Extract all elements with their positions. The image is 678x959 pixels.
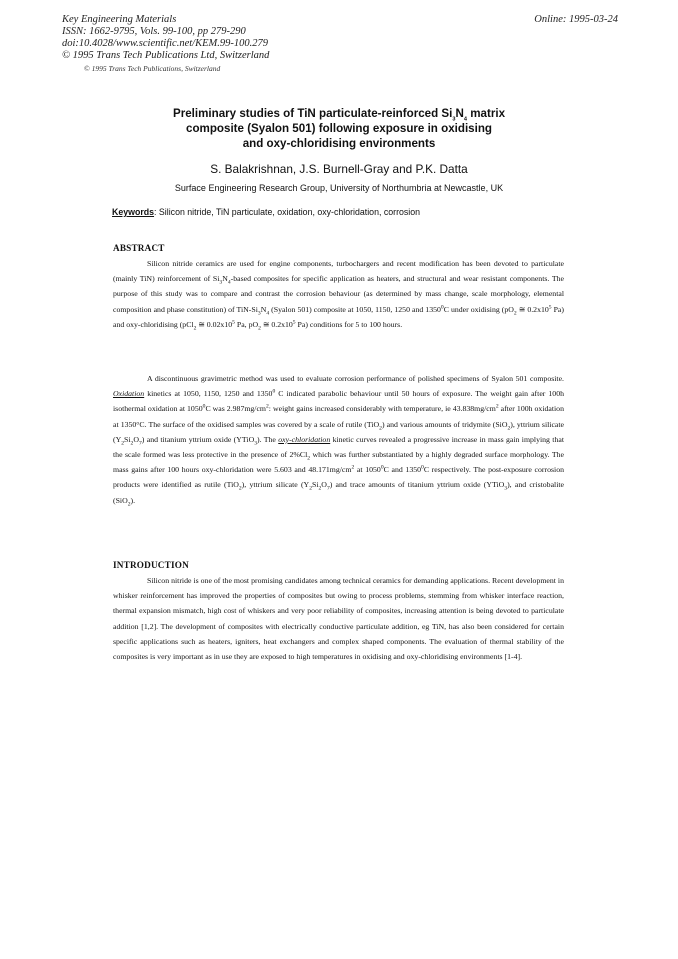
copyright-line: © 1995 Trans Tech Publications Ltd, Switzerland (62, 50, 270, 61)
affiliation: Surface Engineering Research Group, University of Northumbria at Newcastle, UK (174, 183, 504, 193)
publisher-copyright: © 1995 Trans Tech Publications, Switzerland (84, 64, 221, 73)
online-date: Online: 1995-03-24 (534, 14, 618, 25)
keywords (112, 207, 420, 217)
doi-line: doi:10.4028/www.scientific.net/KEM.99-100.279 (62, 38, 268, 49)
journal-name: Key Engineering Materials (62, 14, 177, 25)
abstract-paragraph-1: Silicon nitride ceramics are used for engine components, turbochargers and recent modification has been devoted to particulate (mainly TiN) reinforcement of $Si_3N_4$-based composites for specific application as heaters, and structural and wear resistant components. The purpose of this study was to compare and contrast the corrosion behaviour (as determined by mass change, scale morphology, elemental composition and phase constitution) of TiN-$Si_3N_4$ (Syalon 501) composite at 1050, 1150, 1250 and 1350$^0$C under oxidising ($pO_2$ ≅ $0.2x10^5$ Pa) and oxy-chloridising (pCl$_2$ ≅ $0.02x10^5$ Pa, $pO_2$ ≅ $0.2x10^5$ Pa) conditions for 5 to 100 hours. (113, 259, 564, 332)
issn-line: ISSN: 1662-9795, Vols. 99-100, pp 279-290 (62, 26, 246, 37)
abstract-paragraph-2: A discontinuous gravimetric method was used to evaluate corrosion performance of polished specimens of Syalon 501 composite. Oxidation kinetics at 1050, 1150, 1250 and 1350$^0$ C indicated parabolic behaviour until 50 hours of exposure. The weight gain after 100h isothermal oxidation at 1050$^0$C was $2.987mg/cm^2$: weight gains increased considerably with temperature, ie $43.838mg/cm^2$ after 100h oxidation at 1350°C. The surface of the oxidised samples was covered by a scale of rutile (TiO$_2$) and various amounts of tridymite (SiO$_2$), yttrium silicate $(Y_2Si_2O_7)$ and titanium yttrium oxide (YTiO$_3$). The oxy-chloridation kinetic curves revealed a progressive increase in mass gain implying that the scale formed was less protective in the presence of $2\%Cl_2$ which was further substantiated by a highly degraded surface morphology. The mass gains after 100 hours oxy-chloridation were 5.603 and $48.171mg/cm^2$ at 1050$^0$C and 1350$^0$C respectively. The post-exposure corrosion products were identified as rutile (TiO$_2$), yttrium silicate $(Y_2Si_2O_7)$ and trace amounts of titanium yttrium oxide (YTiO$_3$), and cristobalite (SiO$_2$). (113, 374, 565, 508)
journal-metadata (62, 14, 269, 62)
introduction-paragraph: Silicon nitride is one of the most promising candidates among technical ceramics for demanding applications. Recent development in whisker reinforcement has improved the properties of composites but owing to process problems, stemming from whisker interface reaction, thermal expansion mismatch, high cost of whiskers and very poor reliability of composites, increasing attention is being devoted to particulate addition [1,2]. The development of composites with electrically conductive particulate addition, eg TiN, has also been considered for certain specific applications such as heaters, igniters, heat exchangers and complex shaped components. The evaluation of thermal stability of the composites is very important as in use they are exposed to high temperatures in oxidising and oxy-chloridising environments [1-4]. (113, 576, 564, 662)
title-line-2: composite (Syalon 501) following exposure in oxidising (186, 122, 492, 135)
abstract-heading: ABSTRACT (113, 243, 165, 253)
paper-title (100, 106, 578, 151)
authors: S. Balakrishnan, J.S. Burnell-Gray and P.K. Datta (210, 162, 468, 176)
oxidation-term: Oxidation (113, 389, 145, 399)
keywords-text: : Silicon nitride, TiN particulate, oxidation, oxy-chloridation, corrosion (154, 207, 421, 217)
title-line-3: and oxy-chloridising environments (242, 137, 436, 150)
introduction-heading: INTRODUCTION (113, 560, 189, 570)
title-line-1: Preliminary studies of TiN particulate-reinforced $Si_3N_4$ matrix (172, 107, 506, 123)
oxy-chloridation-term: oxy-chloridation (278, 434, 331, 444)
keywords-label: Keywords (112, 207, 155, 217)
